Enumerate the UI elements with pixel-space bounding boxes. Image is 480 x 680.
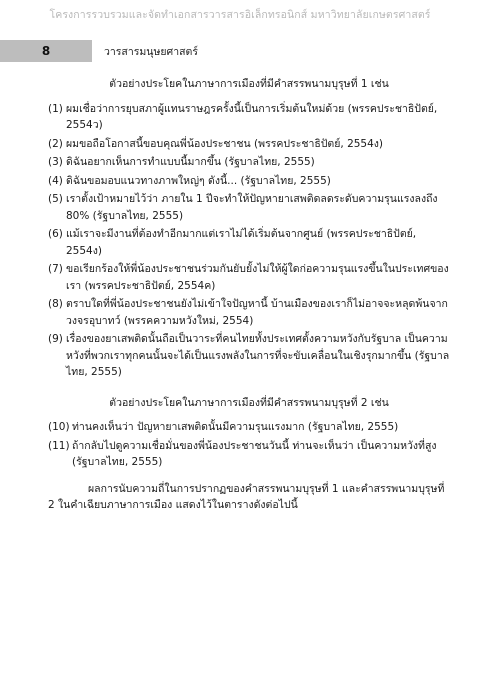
example-item bbox=[48, 331, 450, 381]
example-item bbox=[48, 136, 450, 153]
example-number: (7) bbox=[48, 263, 63, 275]
section-title-second-person: ตัวอย่างประโยคในภาษาการเมืองที่มีคำสรรพนามบุรุษที่ 2 เช่น bbox=[109, 396, 389, 409]
example-text: ขอเรียกร้องให้พี่น้องประชาชนร่วมกันยับยั้งไม่ให้ผู้ใดก่อความรุนแรงขึ้นในประเทศของเรา (พรรคประชาธิปัตย์, 2554ค) bbox=[66, 263, 449, 292]
page-header bbox=[0, 40, 480, 62]
example-item bbox=[48, 173, 450, 190]
example-item bbox=[48, 101, 450, 134]
document-body bbox=[48, 72, 450, 514]
example-text: ท่านคงเห็นว่า ปัญหายาเสพติดนั้นมีความรุนแรงมาก (รัฐบาลไทย, 2555) bbox=[72, 421, 399, 433]
example-item bbox=[48, 154, 450, 171]
example-text: ผมเชื่อว่าการยุบสภาผู้แทนราษฎรครั้งนี้เป็นการเริ่มต้นใหม่ด้วย (พรรคประชาธิปัตย์, 2554ว) bbox=[66, 102, 438, 131]
example-number: (4) bbox=[48, 174, 63, 187]
section-title-first-person: ตัวอย่างประโยคในภาษาการเมืองที่มีคำสรรพนามบุรุษที่ 1 เช่น bbox=[109, 78, 389, 90]
example-item bbox=[48, 419, 450, 436]
example-item bbox=[48, 226, 450, 259]
example-text: แม้เราจะมีงานที่ต้องทำอีกมากแต่เราไม่ได้เริ่มต้นจากศูนย์ (พรรคประชาธิปัตย์, 2554ง) bbox=[66, 228, 417, 257]
example-number: (11) bbox=[48, 439, 70, 452]
example-number: (9) bbox=[48, 333, 63, 345]
example-text: เรื่องของยาเสพติดนั้นถือเป็นวาระที่คนไทยทั้งประเทศตั้งความหวังกับรัฐบาล เป็นความหวังที่พวกเราทุกคนนั้นจะได้เป็นแรงพลังในการที่จะขับเคลื่อนในเชิงรุกมากขึ้น (รัฐบาลไทย, 2555) bbox=[66, 333, 450, 378]
closing-paragraph: ผลการนับความถี่ในการปรากฏของคำสรรพนามบุรุษที่ 1 และคำสรรพนามบุรุษที่ 2 ในคำเฉียบภาษาการเมือง แสดงไว้ในตารางดังต่อไปนี้ bbox=[48, 482, 445, 511]
example-number: (1) bbox=[48, 102, 63, 115]
example-text: เราตั้งเป้าหมายไว้ว่า ภายใน 1 ปีจะทำให้ปัญหายาเสพติดลดระดับความรุนแรงลงถึง 80% (รัฐบาลไทย, 2555) bbox=[66, 193, 438, 222]
example-text: ผมขอถือโอกาสนี้ขอบคุณพี่น้องประชาชน (พรรคประชาธิปัตย์, 2554ง) bbox=[66, 137, 384, 150]
journal-title: วารสารมนุษยศาสตร์ bbox=[104, 46, 198, 58]
example-number: (3) bbox=[48, 156, 63, 168]
watermark: โครงการรวบรวมและจัดทำเอกสารวารสารอิเล็กทรอนิกส์ มหาวิทยาลัยเกษตรศาสตร์ bbox=[49, 9, 431, 21]
example-number: (5) bbox=[48, 193, 63, 205]
example-number: (10) bbox=[48, 421, 70, 433]
page-number: 8 bbox=[0, 40, 92, 62]
example-item bbox=[48, 296, 450, 329]
example-text: ดิฉันอยากเห็นการทำแบบนี้มากขึ้น (รัฐบาลไทย, 2555) bbox=[66, 156, 315, 168]
example-text: ถ้ากลับไปดูความเชื่อมั่นของพี่น้องประชาชนวันนี้ ท่านจะเห็นว่า เป็นความหวังที่สูง (รัฐบาลไทย, 2555) bbox=[72, 439, 437, 468]
example-number: (2) bbox=[48, 137, 63, 150]
example-text: ตราบใดที่พี่น้องประชาชนยังไม่เข้าใจปัญหานี้ บ้านเมืองของเราก็ไม่อาจจะหลุดพ้นจากวงจรอุบาทว์ (พรรคความหวังใหม่, 2554) bbox=[66, 298, 448, 327]
example-item bbox=[48, 191, 450, 224]
example-number: (8) bbox=[48, 298, 63, 310]
example-item bbox=[48, 438, 450, 471]
example-item bbox=[48, 261, 450, 294]
example-number: (6) bbox=[48, 228, 63, 240]
example-text: ดิฉันขอมอบแนวทางภาพใหญ่ๆ ดังนี้... (รัฐบาลไทย, 2555) bbox=[66, 174, 331, 187]
